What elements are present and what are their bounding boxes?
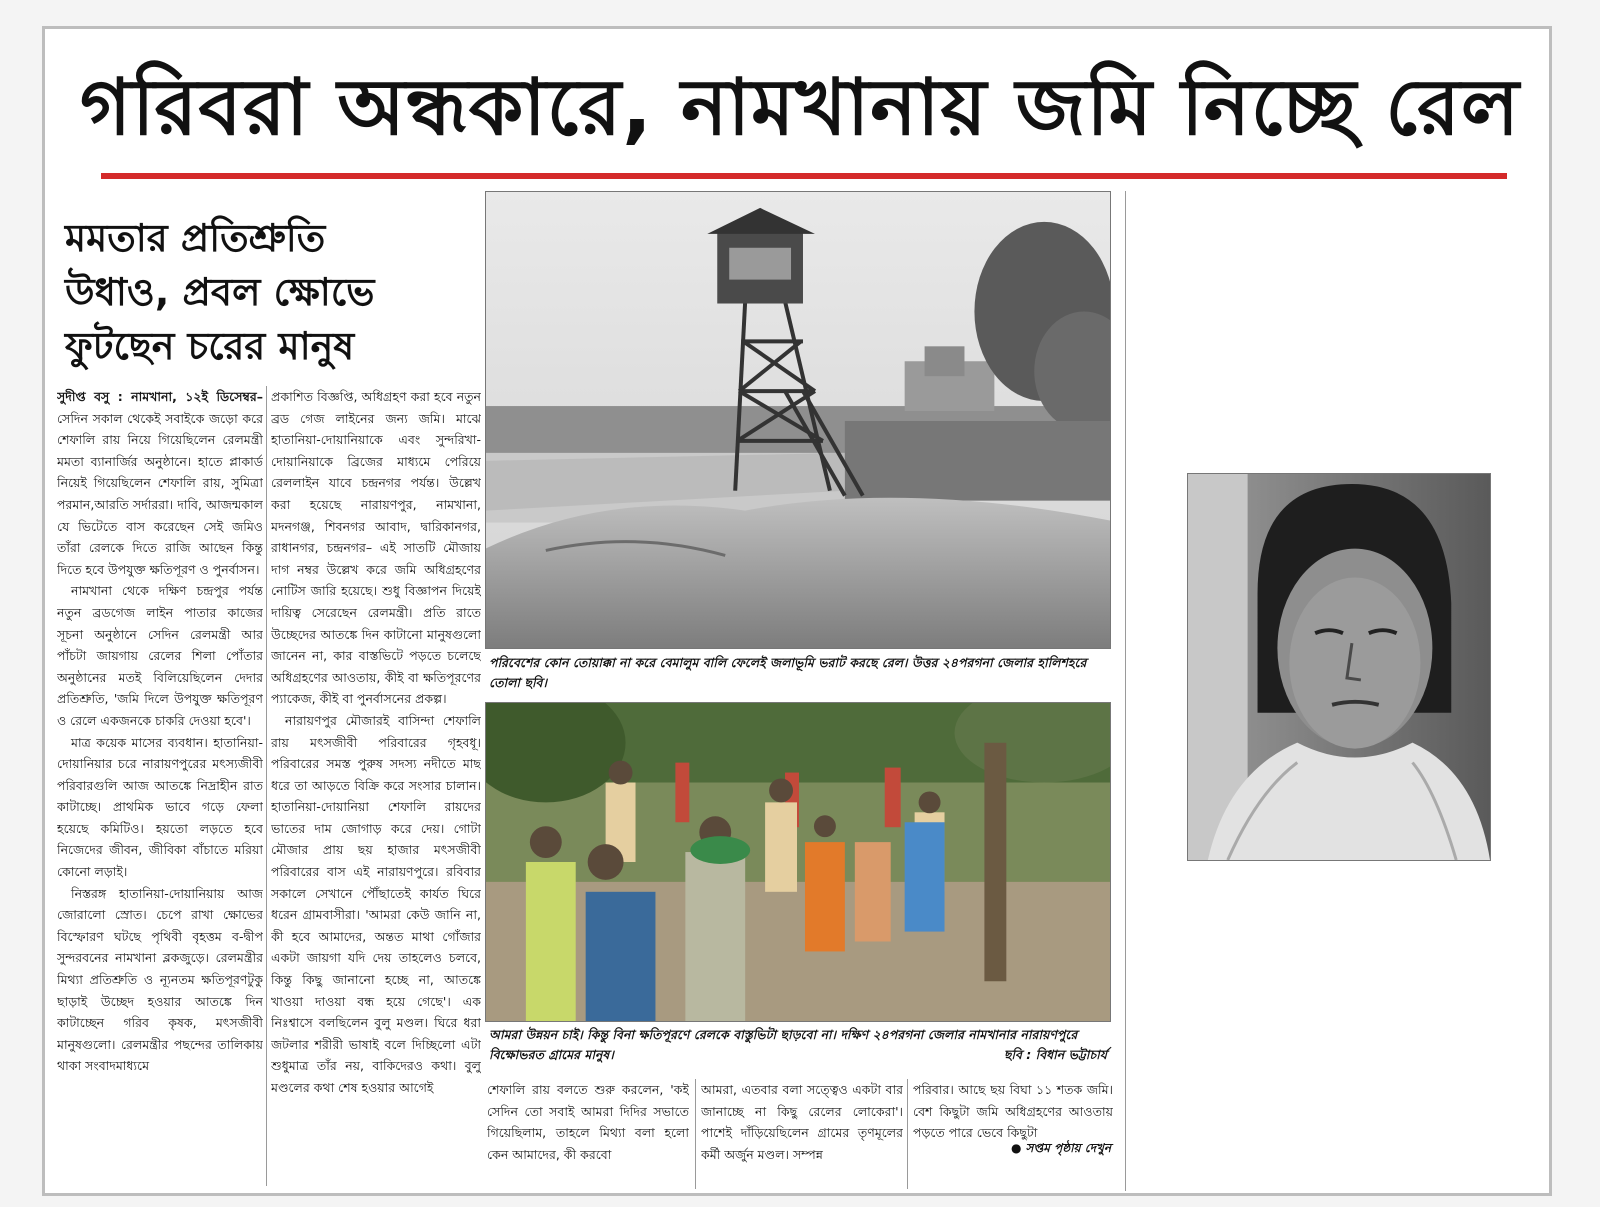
article-paragraph: নামখানা থেকে দক্ষিণ চন্দ্রপুর পর্যন্ত নতুন ব্রডগেজ লাইন পাতার কাজের সূচনা অনুষ্ঠানে সেদিন রেলমন্ত্রী আর পাঁচটা জায়গায় রেলের শিলা পোঁতার অনুষ্ঠানের মতই বিলিয়েছিলেন দেদার প্রতিশ্রুতি, 'জমি দিলে উপযুক্ত ক্ষতিপূরণ ও রেলে একজনকে চাকরি দেওয়া হবে'।	[57, 583, 263, 728]
column-divider	[1125, 191, 1126, 1191]
article-column-2	[271, 386, 481, 1186]
article-paragraph: আমরা, এতবার বলা সত্ত্বেও একটা বার জানাচ্ছে না কিছু রেলের লোকেরা'। পাশেই দাঁড়িয়েছিলেন গ্রামের তৃণমূলের কর্মী অর্জুন মণ্ডল। সম্পন্ন	[701, 1082, 903, 1162]
subheadline-line: মমতার প্রতিশ্রুতি	[65, 216, 326, 260]
subheadline-line: ফুটছেন চরের মানুষ	[65, 324, 355, 368]
article-paragraph	[57, 386, 263, 580]
bullet-icon: ●	[1011, 1141, 1022, 1155]
subheadline-line: উধাও, প্রবল ক্ষোভে	[65, 270, 375, 314]
photo-caption	[489, 1025, 1109, 1065]
newspaper-page	[42, 26, 1552, 1196]
article-column-3	[487, 1079, 689, 1189]
photo-caption: পরিবেশের কোন তোয়াক্কা না করে বেমালুম বালি ফেলেই জলাভূমি ভরাট করছে রেল। উত্তর ২৪পরগনা জেলার হালিশহরে তোলা ছবি।	[489, 655, 1087, 690]
column-divider	[907, 1079, 908, 1189]
article-paragraph: শেফালি রায় বলতে শুরু করলেন, 'কই সেদিন তো সবাই আমরা দিদির সভাতে গিয়েছিলাম, তাহলে মিথ্যা বলা হলো কেন আমাদের, কী করবো	[487, 1082, 689, 1162]
article-paragraph: পরিবার। আছে ছয় বিঘা ১১ শতক জমি। বেশ কিছুটা জমি অধিগ্রহণের আওতায় পড়তে পারে ভেবে কিছুটা	[913, 1082, 1113, 1141]
portrait-photo	[1187, 473, 1491, 861]
headline: গরিবরা অন্ধকারে, নামখানায় জমি নিচ্ছে রেল	[79, 63, 1521, 153]
continuation-text: সপ্তম পৃষ্ঠায় দেখুন	[1025, 1141, 1112, 1155]
article-text: সেদিন সকাল থেকেই সবাইকে জড়ো করে শেফালি রায় নিয়ে গিয়েছিলেন রেলমন্ত্রী মমতা ব্যানার্জির অনুষ্ঠানে। হাতে প্লাকার্ড নিয়েই গিয়েছিলেন শেফালি রায়, সুমিত্রা পরমান,আরতি সর্দাররা। দাবি, আজন্মকাল যে ভিটেতে বাস করেছেন সেই জমিও তাঁরা রেলকে দিতে রাজি আছেন কিন্তু দিতে হবে উপযুক্ত ক্ষতিপূরণ ও পুনর্বাসন।	[57, 410, 263, 577]
villagers-crowd-photo	[485, 702, 1111, 1022]
subheadline	[65, 211, 485, 373]
photo-credit: ছবি : বিধান ভট্টাচার্য	[1003, 1047, 1107, 1062]
article-column-1	[57, 386, 263, 1186]
column-divider	[695, 1079, 696, 1189]
article-column-5	[913, 1079, 1113, 1189]
article-paragraph: মাত্র কয়েক মাসের ব্যবধান। হাতানিয়া-দোয়ানিয়ার চরে নারায়ণপুরের মৎস্যজীবী পরিবারগুলি আজ আতঙ্কে নিদ্রাহীন রাত কাটাচ্ছে। প্রাথমিক ভাবে গড়ে ফেলা হয়েছে কমিটিও। হয়তো লড়তে হবে নিজেদের জীবন, জীবিকা বাঁচাতে মরিয়া কোনো লড়াই।	[57, 734, 263, 880]
article-paragraph: নিস্তরঙ্গ হাতানিয়া-দোয়ানিয়ায় আজ জোরালো স্রোত। চেপে রাখা ক্ষোভের বিস্ফোরণ ঘটছে পৃথিবী বৃহত্তম ব-দ্বীপ সুন্দরবনের নামখানা ব্লকজুড়ে। রেলমন্ত্রীর মিথ্যা প্রতিশ্রুতি ও ন্যূনতম ক্ষতিপূরণটুকু ছাড়াই উচ্ছেদ হওয়ার আতঙ্কে দিন কাটাচ্ছেন গরিব কৃষক, মৎসজীবী মানুষগুলো। রেলমন্ত্রীর পছন্দের তালিকায় থাকা সংবাদমাধ্যমে	[57, 885, 263, 1074]
photo-caption-text: আমরা উন্নয়ন চাই। কিন্তু বিনা ক্ষতিপূরণে রেলকে বাস্তুভিটা ছাড়বো না। দক্ষিণ ২৪পরগনা জেলার নামখানার নারায়ণপুরে বিক্ষোভরত গ্রামের মানুষ।	[489, 1027, 1078, 1062]
article-paragraph: নারায়ণপুর মৌজারই বাসিন্দা শেফালি রায় মৎসজীবী পরিবারের গৃহবধূ। পরিবারের সমস্ত পুরুষ সদস্য নদীতে মাছ ধরে তা আড়তে বিক্রি করে সংসার চালান। হাতানিয়া-দোয়ানিয়া শেফালি রায়দের ভাতের দাম জোগাড় করে দেয়। গোটা মৌজার প্রায় ছয় হাজার মৎসজীবী পরিবারের বাস এই নারায়ণপুরে। রবিবার সকালে সেখানে পৌঁছাতেই কার্যত ঘিরে ধরেন গ্রামবাসীরা। 'আমরা কেউ জানি না, কী হবে আমাদের, অন্তত মাথা গোঁজার একটা জায়গা যদি দেয় তাহলেও চলবে, কিন্তু কিছু জানানো হচ্ছে না, আতঙ্কে খাওয়া দাওয়া বন্ধ হয়ে গেছে'। এক নিঃশ্বাসে বলছিলেন বুলু মণ্ডল। ঘিরে ধরা জটলার শরীরী ভাষাই বলে দিচ্ছিলো এটা শুধুমাত্র তাঁর নয়, বাকিদেরও কথা। বুলু মণ্ডলের কথা শেষ হওয়ার আগেই	[271, 712, 481, 1095]
headline-rule	[101, 173, 1507, 179]
watchtower-on-landfill-photo	[485, 191, 1111, 649]
article-column-4	[701, 1079, 903, 1189]
column-divider	[266, 386, 267, 1186]
article-paragraph: প্রকাশিত বিজ্ঞপ্তি, অধিগ্রহণ করা হবে নতুন ব্রড গেজ লাইনের জন্য জমি। মাঝে হাতানিয়া-দোয়ানিয়াকে এবং সুন্দরিখা-দোয়ানিয়াকে ব্রিজের মাধ্যমে পেরিয়ে রেললাইন যাবে চন্দ্রনগর পর্যন্ত। উল্লেখ করা হয়েছে নারায়ণপুর, নামখানা, মদনগঞ্জ, শিবনগর আবাদ, দ্বারিকানগর, রাধানগর, চন্দ্রনগর– এই সাতটি মৌজায় দাগ নম্বর উল্লেখ করে জমি অধিগ্রহণের নোটিস জারি হয়েছে। শুধু বিজ্ঞাপন দিয়েই দায়িত্ব সেরেছেন রেলমন্ত্রী। প্রতি রাতে উচ্ছেদের আতঙ্কে দিন কাটানো মানুষগুলো জানেন না, কার বাস্তভিটে পড়তে চলেছে অধিগ্রহণের আওতায়, কীই বা ক্ষতিপূরণের প্যাকেজ, কীই বা পুনর্বাসনের প্রকল্প।	[271, 389, 481, 707]
continuation-note	[1011, 1140, 1111, 1160]
byline: সুদীপ্ত বসু : নামখানা, ১২ই ডিসেম্বর–	[57, 389, 263, 404]
